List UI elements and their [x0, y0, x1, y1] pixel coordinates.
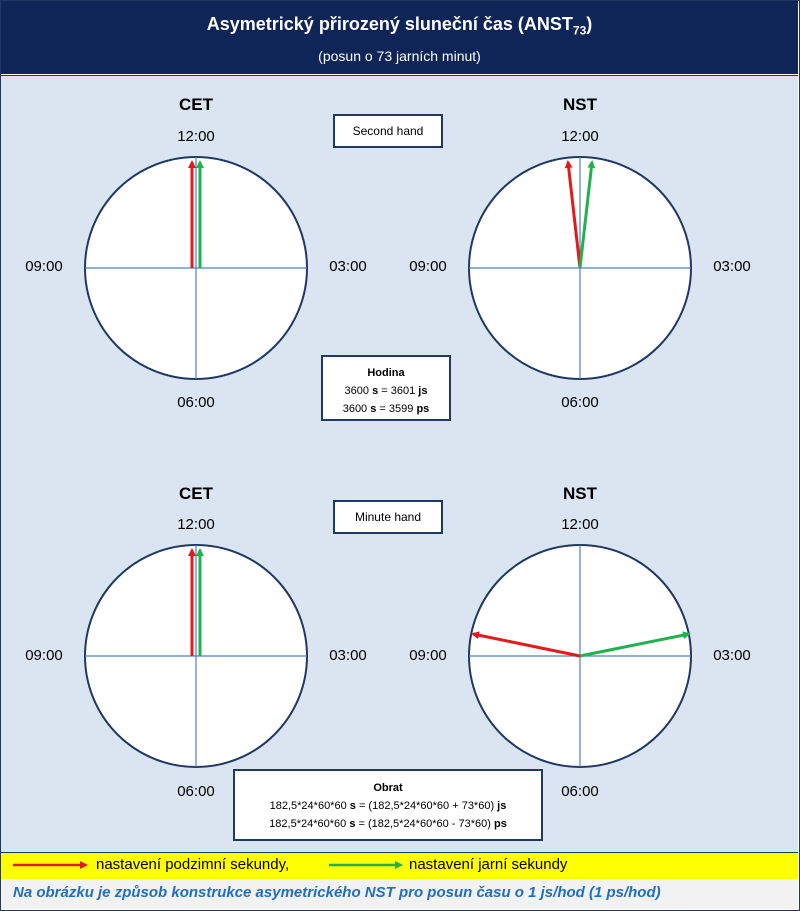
label-03-nst-minute: 03:00: [713, 647, 751, 664]
label-03-cet-second: 03:00: [329, 258, 367, 275]
info-line-1: 3600 s = 3601 js: [344, 385, 428, 397]
info-heading: Obrat: [373, 782, 403, 794]
info-line-2: 182,5*24*60*60 s = (182,5*24*60*60 - 73*60) ps: [269, 818, 507, 830]
clock-cet-minute: [85, 545, 307, 767]
clock-nst-second: [469, 157, 691, 379]
tag-second-hand: Second hand: [333, 114, 443, 148]
label-03-cet-minute: 03:00: [329, 647, 367, 664]
label-12-cet-second: 12:00: [177, 128, 215, 145]
clock-cet-second: [85, 157, 307, 379]
info-box-obrat: [233, 769, 543, 841]
label-06-cet-minute: 06:00: [177, 783, 215, 800]
label-06-nst-second: 06:00: [561, 394, 599, 411]
info-line-2: 3600 s = 3599 ps: [342, 403, 430, 415]
legend-green-label: nastavení jarní sekundy: [409, 856, 568, 873]
clock-nst-minute: [469, 545, 691, 767]
legend-red-label: nastavení podzimní sekundy,: [96, 856, 290, 873]
clock-title-nst-second: NST: [563, 95, 597, 114]
label-12-nst-minute: 12:00: [561, 516, 599, 533]
clocks-svg: [1, 76, 798, 853]
tag-minute-hand: Minute hand: [333, 500, 443, 534]
label-12-cet-minute: 12:00: [177, 516, 215, 533]
clock-title-cet-minute: CET: [179, 484, 213, 503]
label-09-nst-minute: 09:00: [409, 647, 447, 664]
info-heading: Hodina: [367, 367, 405, 379]
legend-bar: [1, 852, 798, 880]
info-line-1: 182,5*24*60*60 s = (182,5*24*60*60 + 73*60) js: [269, 800, 507, 812]
footnote: Na obrázku je způsob konstrukce asymetrického NST pro posun času o 1 js/hod (1 ps/hod): [1, 879, 798, 909]
label-06-nst-minute: 06:00: [561, 783, 599, 800]
page-title: Asymetrický přirozený sluneční čas $(ANST_{73})$: [206, 14, 593, 38]
clock-title-cet-second: CET: [179, 95, 213, 114]
label-09-nst-second: 09:00: [409, 258, 447, 275]
info-box-hodina: [321, 355, 451, 421]
diagram-area: [1, 75, 798, 853]
label-09-cet-second: 09:00: [25, 258, 63, 275]
label-03-nst-second: 03:00: [713, 258, 751, 275]
label-06-cet-second: 06:00: [177, 394, 215, 411]
page-subtitle: (posun o 73 jarních minut): [318, 48, 481, 64]
clock-title-nst-minute: NST: [563, 484, 597, 503]
header: [1, 1, 798, 74]
label-09-cet-minute: 09:00: [25, 647, 63, 664]
label-12-nst-second: 12:00: [561, 128, 599, 145]
